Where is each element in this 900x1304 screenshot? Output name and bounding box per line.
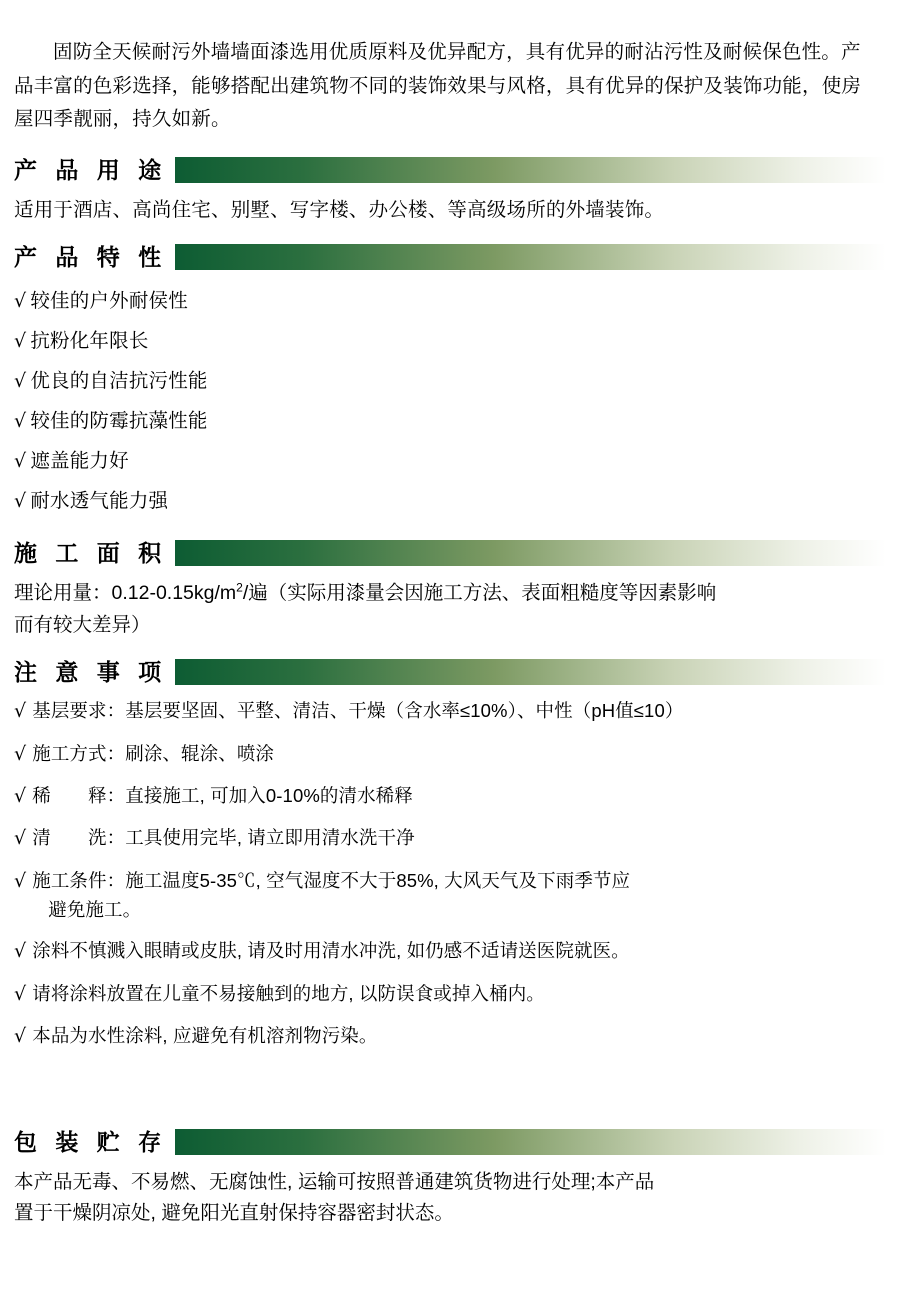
section-header-coverage	[14, 538, 886, 568]
check-icon: √	[14, 330, 27, 353]
precaution-label: 涂料不慎溅入眼睛或皮肤, 请及时用清水冲洗, 如仍感不适请送医院就医。	[32, 940, 630, 962]
check-icon: √	[14, 410, 27, 433]
coverage-continuation: 而有较大差异）	[14, 613, 151, 636]
feature-label: 耐水透气能力强	[30, 490, 169, 513]
list-item	[14, 442, 886, 482]
feature-label: 较佳的防霉抗藻性能	[30, 410, 208, 433]
precaution-line1: 施工条件：施工温度5-35℃, 空气湿度不大于85%, 大风天气及下雨季节应	[32, 869, 631, 891]
section-gradient-bar	[175, 157, 886, 183]
feature-label: 优良的自洁抗污性能	[30, 370, 208, 393]
list-item	[14, 740, 886, 769]
packaging-text	[14, 1167, 886, 1230]
list-item	[14, 362, 886, 402]
precaution-label	[30, 867, 886, 924]
precaution-list	[14, 697, 886, 1051]
coverage-prefix: 理论用量：0.12-0.15kg/m	[14, 581, 237, 604]
check-icon: √	[14, 290, 27, 313]
section-header-packaging	[14, 1127, 886, 1157]
section-title-precautions: 注 意 事 项	[14, 659, 168, 686]
precaution-label: 清 洗：工具使用完毕, 请立即用清水洗干净	[32, 827, 415, 849]
section-gradient-bar	[175, 244, 886, 270]
section-title-usage: 产 品 用 途	[14, 156, 168, 183]
list-item	[14, 482, 886, 522]
feature-label: 抗粉化年限长	[30, 330, 149, 353]
section-title-features: 产 品 特 性	[14, 244, 168, 271]
list-item	[14, 937, 886, 966]
section-precautions	[14, 657, 886, 1051]
section-coverage	[14, 538, 886, 641]
feature-label: 遮盖能力好	[30, 450, 129, 473]
intro-paragraph: 固防全天候耐污外墙墙面漆选用优质原料及优异配方，具有优异的耐沾污性及耐候保色性。产品丰富的色彩选择，能够搭配出建筑物不同的装饰效果与风格，具有优异的保护及装饰功能，使房屋四季靓丽，持久如新。	[14, 41, 862, 131]
section-spacer	[14, 1065, 886, 1111]
precaution-line2: 避免施工。	[48, 898, 142, 920]
check-icon: √	[14, 370, 27, 393]
packaging-line2: 置于干燥阴凉处, 避免阳光直射保持容器密封状态。	[14, 1202, 454, 1225]
section-header-precautions	[14, 657, 886, 687]
check-icon: √	[14, 869, 27, 892]
check-icon: √	[14, 785, 27, 808]
check-icon: √	[14, 940, 27, 963]
section-gradient-bar	[175, 1129, 886, 1155]
section-packaging	[14, 1127, 886, 1230]
section-title-coverage: 施 工 面 积	[14, 539, 168, 566]
section-title-packaging: 包 装 贮 存	[14, 1128, 168, 1155]
feature-list	[14, 282, 886, 522]
list-item	[14, 322, 886, 362]
coverage-suffix: /遍（实际用漆量会因施工方法、表面粗糙度等因素影响	[242, 581, 717, 604]
coverage-superscript: 2	[236, 580, 243, 595]
precaution-label: 稀 释：直接施工, 可加入0-10%的清水稀释	[32, 785, 413, 807]
packaging-line1: 本产品无毒、不易燃、无腐蚀性, 运输可按照普通建筑货物进行处理;本产品	[14, 1170, 655, 1193]
check-icon: √	[14, 827, 27, 850]
check-icon: √	[14, 490, 27, 513]
precaution-label: 基层要求：基层要坚固、平整、清洁、干燥（含水率≤10%）、中性（pH值≤10）	[32, 700, 684, 722]
list-item	[14, 697, 886, 726]
section-gradient-bar	[175, 540, 886, 566]
check-icon: √	[14, 450, 27, 473]
check-icon: √	[14, 700, 27, 723]
list-item	[14, 867, 886, 924]
feature-label: 较佳的户外耐侯性	[30, 290, 188, 313]
section-gradient-bar	[175, 659, 886, 685]
list-item	[14, 824, 886, 853]
list-item	[14, 282, 886, 322]
usage-text: 适用于酒店、高尚住宅、别墅、写字楼、办公楼、等高级场所的外墙装饰。	[14, 198, 665, 221]
check-icon: √	[14, 1025, 27, 1048]
precaution-label: 本品为水性涂料, 应避免有机溶剂物污染。	[32, 1025, 378, 1047]
precaution-label: 请将涂料放置在儿童不易接触到的地方, 以防误食或掉入桶内。	[32, 982, 545, 1004]
section-header-features	[14, 242, 886, 272]
section-header-usage	[14, 155, 886, 185]
precaution-label: 施工方式：刷涂、辊涂、喷涂	[32, 742, 275, 764]
check-icon: √	[14, 742, 27, 765]
list-item	[14, 402, 886, 442]
section-features	[14, 242, 886, 522]
check-icon: √	[14, 982, 27, 1005]
list-item	[14, 1022, 886, 1051]
coverage-text	[14, 578, 886, 641]
list-item	[14, 782, 886, 811]
section-usage	[14, 155, 886, 227]
list-item	[14, 980, 886, 1009]
